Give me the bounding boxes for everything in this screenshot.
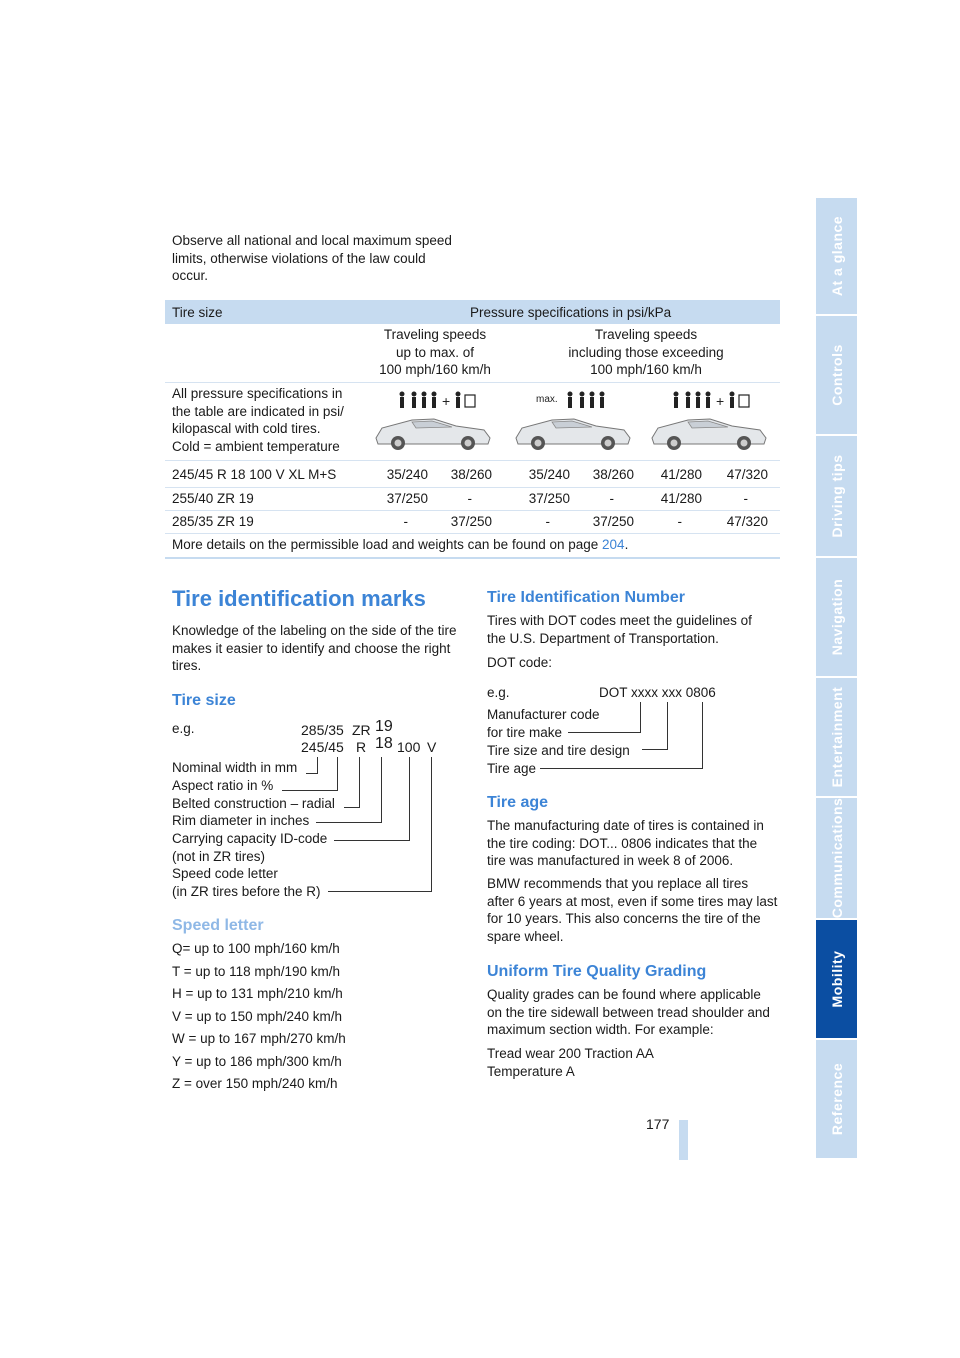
label-carrying: Carrying capacity ID-code (172, 831, 328, 846)
connector-line (282, 790, 338, 791)
tab-at-a-glance[interactable]: At a glance (816, 198, 857, 316)
eg-label: e.g. (487, 685, 510, 700)
svg-text:+: + (442, 393, 451, 409)
table-cell: 41/280 (660, 491, 702, 506)
list-item: Q= up to 100 mph/160 km/h (172, 941, 340, 956)
svg-text:+: + (716, 393, 725, 409)
label-manufacturer-2: for tire make (487, 725, 563, 740)
load-illustration-2 (512, 388, 636, 454)
table-row-size: 255/40 ZR 19 (172, 491, 254, 506)
table-cell: - (743, 491, 748, 506)
connector-line (642, 749, 668, 750)
list-item: H = up to 131 mph/210 km/h (172, 986, 343, 1001)
table-divider (165, 487, 780, 488)
label-tire-age: Tire age (487, 761, 537, 776)
dot-code-label: DOT code: (487, 655, 553, 670)
table-cell: 37/250 (450, 514, 492, 529)
tab-navigation[interactable]: Navigation (816, 558, 857, 678)
code-top-a: 285/35 (301, 722, 344, 738)
list-item: V = up to 150 mph/240 km/h (172, 1008, 342, 1024)
tab-driving-tips[interactable]: Driving tips (816, 436, 857, 558)
table-divider (165, 533, 780, 534)
person-icon (568, 392, 605, 409)
table-divider (165, 382, 780, 383)
table-cell: 37/250 (592, 514, 634, 529)
page-number: 177 (646, 1116, 670, 1132)
car-icon (516, 419, 630, 450)
connector-line (334, 840, 410, 841)
code-top-c: 19 (375, 718, 393, 735)
tab-communications[interactable]: Communications (816, 798, 857, 920)
code-bottom-c: 18 (375, 735, 393, 752)
table-bottom-rule (165, 557, 780, 559)
utqg-p2: Tread wear 200 Traction AA Temperature A (487, 1046, 654, 1079)
dot-example: DOT xxxx xxx 0806 (599, 685, 716, 700)
connector-line (328, 891, 432, 892)
luggage-icon (739, 395, 749, 407)
person-icon (674, 392, 711, 409)
table-cell: - (609, 491, 614, 506)
code-bottom-d: 100 (397, 739, 421, 755)
table-cell: 41/280 (660, 467, 702, 482)
list-item: Y = up to 186 mph/300 km/h (172, 1053, 342, 1069)
label-aspect-ratio: Aspect ratio in % (172, 778, 274, 793)
table-cell: 47/320 (726, 514, 768, 529)
car-icon (652, 419, 766, 450)
table-divider (165, 510, 780, 511)
tim-intro: Knowledge of the labeling on the side of the tire makes it easier to identify and choose the right tires. (172, 623, 457, 673)
utqg-heading: Uniform Tire Quality Grading (487, 963, 707, 980)
tire-size-heading: Tire size (172, 692, 236, 709)
label-nominal-width: Nominal width in mm (172, 760, 298, 775)
connector-line (317, 757, 318, 774)
tab-reference[interactable]: Reference (816, 1040, 857, 1160)
speed-high-header: Traveling speeds including those exceeding 100 mph/160 km/h (568, 327, 724, 377)
tab-entertainment[interactable]: Entertainment (816, 678, 857, 798)
header-pressure: Pressure specifications in psi/kPa (470, 305, 672, 320)
list-item: W = up to 167 mph/270 km/h (172, 1031, 346, 1046)
label-carrying-note: (not in ZR tires) (172, 849, 266, 864)
table-cell: 35/240 (386, 467, 428, 482)
label-tire-design: Tire size and tire design (487, 743, 630, 758)
person-icon (400, 392, 437, 409)
eg-label: e.g. (172, 721, 195, 736)
speed-letter-list (172, 940, 346, 1098)
intro-text: Observe all national and local maximum speed limits, otherwise violations of the law could occur. (172, 233, 452, 283)
label-belted: Belted construction – radial (172, 796, 335, 811)
tab-mobility[interactable]: Mobility (816, 920, 857, 1040)
table-row-size: 245/45 R 18 100 V XL M+S (172, 467, 337, 482)
car-icon (376, 419, 490, 450)
connector-line (316, 822, 382, 823)
table-divider (165, 460, 780, 461)
connector-line (540, 768, 703, 769)
table-cell: 47/320 (726, 467, 768, 482)
table-cell: 37/250 (386, 491, 428, 506)
page-link[interactable]: 204 (602, 537, 625, 552)
connector-line (702, 702, 703, 769)
code-bottom-e: V (427, 739, 437, 755)
section-title: Tire identification marks (172, 586, 426, 611)
tire-age-heading: Tire age (487, 794, 549, 811)
connector-line (359, 757, 360, 808)
load-illustration-3 (648, 388, 772, 454)
label-speed-code: Speed code letter (172, 866, 278, 881)
table-cell: - (403, 514, 408, 529)
connector-line (409, 757, 410, 841)
tire-age-p1: The manufacturing date of tires is contained in the tire coding: DOT... 0806 indicates that the tire was manufactured in week 8 of 2006. (487, 818, 764, 868)
code-bottom-a: 245/45 (301, 739, 344, 755)
table-cell: - (677, 514, 682, 529)
table-cell: 35/240 (528, 467, 570, 482)
tin-text: Tires with DOT codes meet the guidelines of the U.S. Department of Transportation. (487, 613, 752, 646)
connector-line (431, 757, 432, 892)
header-tire-size: Tire size (172, 305, 223, 320)
speed-letter-heading: Speed letter (172, 917, 264, 934)
label-manufacturer: Manufacturer code (487, 707, 600, 722)
code-top-b: ZR (352, 722, 371, 738)
connector-line (344, 807, 360, 808)
connector-line (381, 757, 382, 823)
table-cell: - (467, 491, 472, 506)
label-speed-code-note: (in ZR tires before the R) (172, 884, 321, 899)
table-cell: 38/260 (450, 467, 492, 482)
table-cell: - (545, 514, 550, 529)
table-footer: More details on the permissible load and weights can be found on page 204. (172, 537, 629, 552)
list-item: T = up to 118 mph/190 km/h (172, 963, 340, 979)
max-label: max. (536, 394, 558, 405)
label-rim-diameter: Rim diameter in inches (172, 813, 310, 828)
tab-controls[interactable]: Controls (816, 316, 857, 436)
page-marker (679, 1120, 688, 1160)
tire-age-p2: BMW recommends that you replace all tires after 6 years at most, even if some tires may last for 10 years. This also concerns the tire of the spare wheel. (487, 876, 778, 944)
load-illustration-1 (372, 388, 496, 454)
connector-line (337, 757, 338, 791)
utqg-p1: Quality grades can be found where applicable on the tire sidewall between tread shoulder and maximum section width. For example: (487, 987, 770, 1037)
table-row-size: 285/35 ZR 19 (172, 514, 254, 529)
connector-line (568, 732, 641, 733)
connector-line (667, 702, 668, 750)
code-bottom-b: R (356, 739, 367, 755)
table-cell: 37/250 (528, 491, 570, 506)
speed-low-header: Traveling speeds up to max. of 100 mph/160 km/h (379, 327, 491, 377)
list-item: Z = over 150 mph/240 km/h (172, 1076, 338, 1091)
tin-heading: Tire Identification Number (487, 589, 685, 606)
luggage-icon (465, 395, 475, 407)
connector-line (640, 702, 641, 733)
table-cell: 38/260 (592, 467, 634, 482)
cold-note: All pressure specifications in the table are indicated in psi/ kilopascal with cold tires. Cold = ambient temperature (172, 386, 344, 454)
